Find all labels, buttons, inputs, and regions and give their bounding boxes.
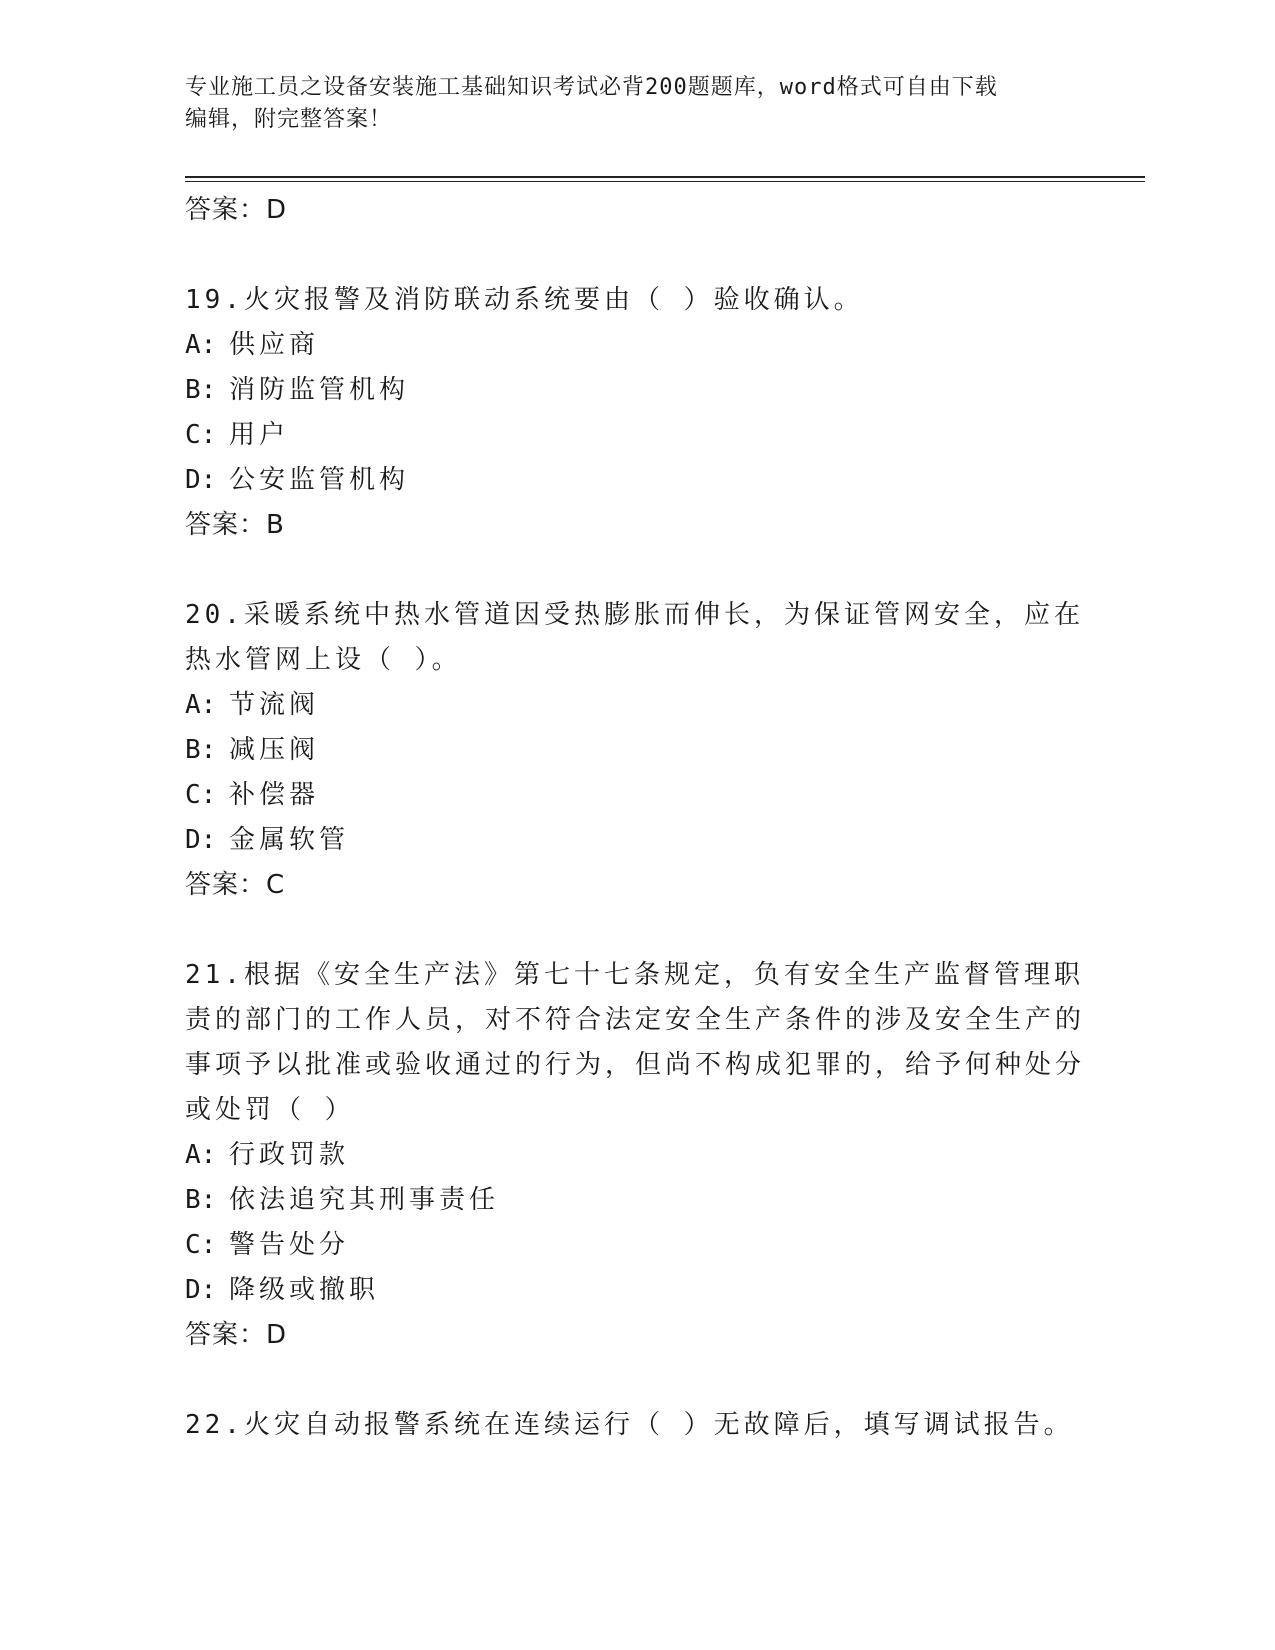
option-b <box>185 368 1085 413</box>
option-d <box>185 458 1085 503</box>
option-letter: A: <box>185 330 217 360</box>
spacer <box>185 233 1085 278</box>
option-text: 警告处分 <box>229 1230 350 1260</box>
question-20 <box>185 593 1085 908</box>
option-text: 用户 <box>229 420 290 450</box>
option-text: 补偿器 <box>229 780 320 810</box>
question-21 <box>185 953 1085 1358</box>
option-letter: A: <box>185 1140 217 1170</box>
option-text: 金属软管 <box>229 825 350 855</box>
option-text: 节流阀 <box>229 690 320 720</box>
option-a <box>185 683 1085 728</box>
option-letter: B: <box>185 375 217 405</box>
header-rule-thick <box>185 176 1145 178</box>
option-text: 消防监管机构 <box>229 375 410 405</box>
option-text: 依法追究其刑事责任 <box>229 1185 500 1215</box>
question-22 <box>185 1403 1085 1448</box>
answer-line: 答案：C <box>185 870 286 900</box>
question-list <box>185 188 1085 1448</box>
option-letter: B: <box>185 1185 217 1215</box>
question-stem: 21.根据《安全生产法》第七十七条规定，负有安全生产监督管理职责的部门的工作人员，对不符合法定安全生产条件的涉及安全生产的事项予以批准或验收通过的行为，但尚不构成犯罪的，给予何种处分或处罚（ ） <box>185 960 1086 1125</box>
option-a <box>185 323 1085 368</box>
header-line-1: 专业施工员之设备安装施工基础知识考试必背200题题库，word格式可自由下载 <box>185 75 998 100</box>
option-a <box>185 1133 1085 1178</box>
option-text: 行政罚款 <box>229 1140 350 1170</box>
option-b <box>185 1178 1085 1223</box>
option-letter: D: <box>185 825 217 855</box>
option-text: 减压阀 <box>229 735 320 765</box>
option-letter: A: <box>185 690 217 720</box>
option-letter: C: <box>185 420 217 450</box>
question-stem: 22.火灾自动报警系统在连续运行（ ）无故障后，填写调试报告。 <box>185 1410 1074 1440</box>
document-header <box>185 72 1065 136</box>
question-stem: 20.采暖系统中热水管道因受热膨胀而伸长，为保证管网安全，应在热水管网上设（ ）。 <box>185 600 1084 675</box>
option-letter: C: <box>185 1230 217 1260</box>
option-c <box>185 773 1085 818</box>
answer-line: 答案：D <box>185 1320 288 1350</box>
answer-line: 答案：D <box>185 195 288 225</box>
option-d <box>185 818 1085 863</box>
option-letter: D: <box>185 465 217 495</box>
option-c <box>185 413 1085 458</box>
answer-line: 答案：B <box>185 510 285 540</box>
option-b <box>185 728 1085 773</box>
header-rule-thin <box>185 181 1145 182</box>
option-letter: D: <box>185 1275 217 1305</box>
option-letter: B: <box>185 735 217 765</box>
spacer <box>185 908 1085 953</box>
spacer <box>185 548 1085 593</box>
option-text: 供应商 <box>229 330 320 360</box>
option-letter: C: <box>185 780 217 810</box>
option-text: 降级或撤职 <box>229 1275 380 1305</box>
header-line-2: 编辑，附完整答案！ <box>185 107 393 132</box>
question-stem: 19.火灾报警及消防联动系统要由（ ）验收确认。 <box>185 285 864 315</box>
option-c <box>185 1223 1085 1268</box>
question-19 <box>185 278 1085 548</box>
spacer <box>185 1358 1085 1403</box>
option-text: 公安监管机构 <box>229 465 410 495</box>
option-d <box>185 1268 1085 1313</box>
